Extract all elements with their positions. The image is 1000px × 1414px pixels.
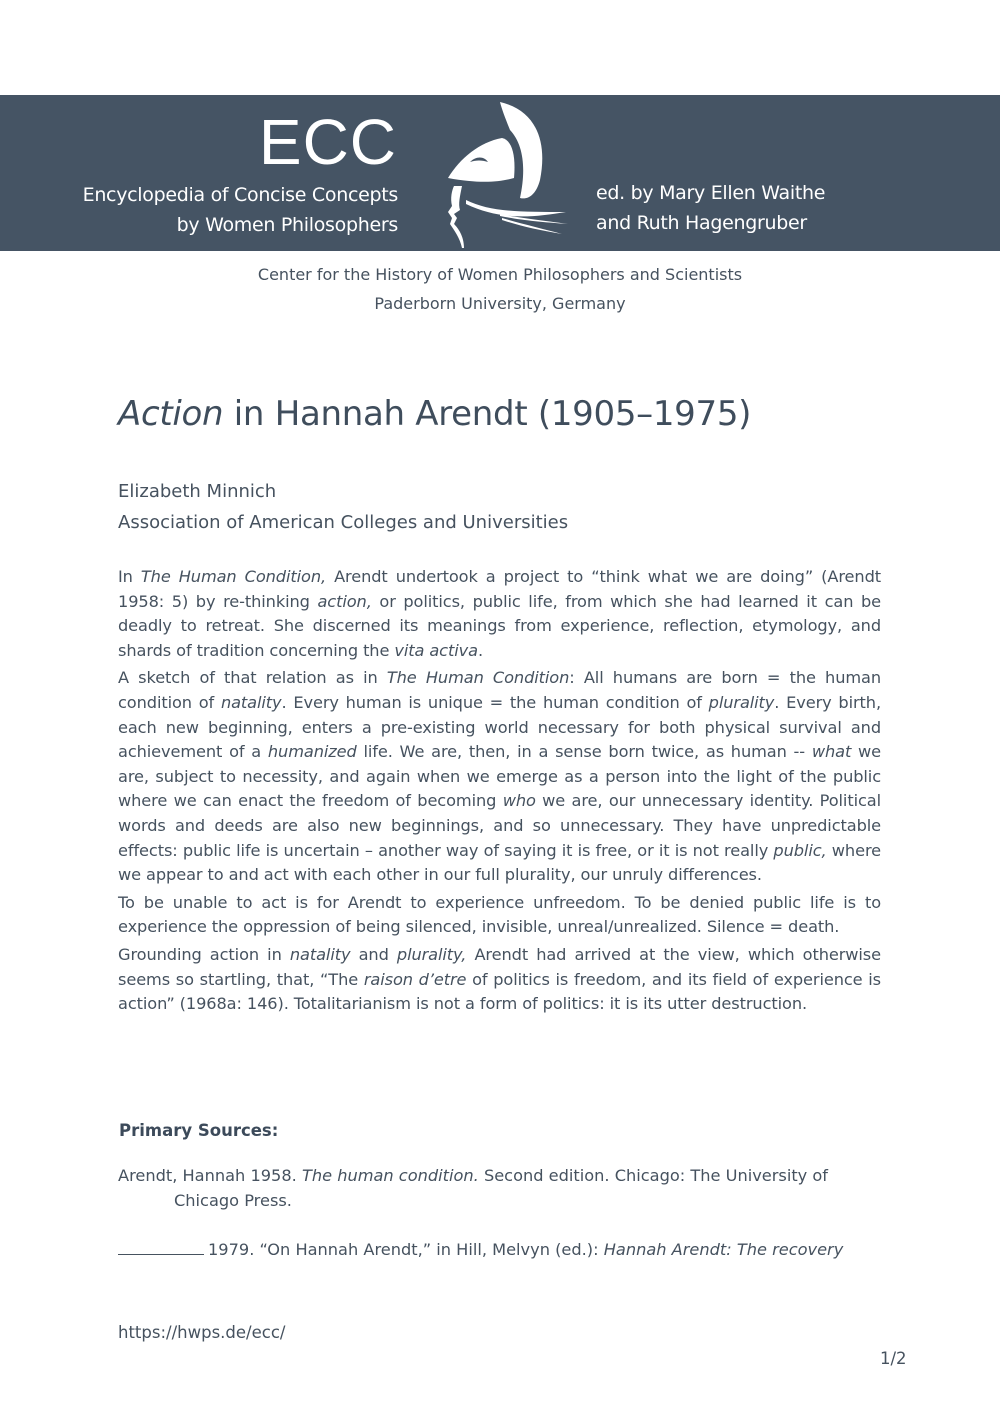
text-run: Second edition. Chicago: The University of bbox=[478, 1166, 829, 1185]
italic-text: natality bbox=[289, 944, 351, 964]
primary-sources-heading: Primary Sources: bbox=[119, 1121, 279, 1140]
text-run: 1979. “On Hannah Arendt,” in Hill, Melvyn (ed.): bbox=[208, 1240, 604, 1259]
text-run: Arendt, Hannah 1958. bbox=[118, 1166, 302, 1185]
ecc-acronym: ECC bbox=[258, 106, 397, 178]
editors bbox=[596, 178, 825, 238]
institution-line-1: Center for the History of Women Philosophers and Scientists bbox=[257, 265, 743, 284]
italic-text: natality bbox=[220, 692, 282, 712]
paragraph bbox=[118, 565, 881, 663]
text-run: . bbox=[477, 640, 483, 660]
article-body bbox=[118, 565, 881, 1020]
title-italic: Action bbox=[118, 394, 224, 434]
text-run: of politics is freedom, and its field of experience is action” (1968a: 146). Totalitarianism is not a form of politics: it is its utter destruction. bbox=[118, 969, 881, 1014]
reference-continuation: Chicago Press. bbox=[174, 1191, 292, 1210]
text-run: where we appear to and act with each other in our full plurality, our unruly differences. bbox=[118, 840, 881, 885]
italic-text: what bbox=[811, 742, 852, 762]
text-run: : All humans are born = the human condition of bbox=[118, 668, 882, 712]
paragraph bbox=[118, 666, 881, 887]
text-run: or politics, public life, from which she had learned it can be deadly to retreat. She discerned its meanings from experience, reflection, etymology, and shards of tradition concerning the bbox=[118, 591, 882, 660]
text-run: In bbox=[118, 567, 141, 586]
series-line-2: by Women Philosophers bbox=[176, 214, 398, 236]
author-affiliation: Association of American Colleges and Universities bbox=[118, 512, 569, 533]
text-run: . Every human is unique = the human condition of bbox=[281, 692, 709, 712]
italic-text: The Human Condition, bbox=[140, 567, 327, 586]
paragraph bbox=[118, 943, 881, 1017]
text-run: we are, our unnecessary identity. Political words and deeds are also new beginnings, and so unnecessary. They have unpredictable effects: public life is uncertain – another way of saying it is free, or it is not really bbox=[118, 791, 881, 860]
editors-line-2: and Ruth Hagengruber bbox=[596, 212, 807, 234]
italic-text: raison d’etre bbox=[363, 969, 467, 989]
text-run: Arendt undertook a project to “think what we are doing” (Arendt 1958: 5) by re-thinking bbox=[118, 567, 881, 611]
page-number: 1/2 bbox=[880, 1349, 907, 1368]
italic-text: plurality bbox=[708, 692, 775, 712]
italic-text: vita activa bbox=[394, 640, 478, 660]
athena-helmet-icon bbox=[440, 100, 570, 250]
editors-line-1: ed. by Mary Ellen Waithe bbox=[596, 182, 826, 204]
series-line-1: Encyclopedia of Concise Concepts bbox=[82, 184, 398, 206]
institution-line-2: Paderborn University, Germany bbox=[374, 294, 626, 313]
italic-text: Hannah Arendt: The recovery bbox=[603, 1240, 844, 1259]
reference-item bbox=[118, 1163, 881, 1213]
italic-text: The Human Condition bbox=[386, 668, 570, 688]
italic-text: The human condition. bbox=[301, 1166, 479, 1185]
text-run: Arendt had arrived at the view, which otherwise seems so startling, that, “The bbox=[118, 944, 881, 989]
author-name: Elizabeth Minnich bbox=[118, 481, 277, 502]
footer-url-link[interactable]: https://hwps.de/ecc/ bbox=[118, 1323, 286, 1342]
reference-item bbox=[118, 1237, 881, 1262]
title-rest: in Hannah Arendt (1905–1975) bbox=[223, 394, 752, 434]
italic-text: action, bbox=[317, 591, 372, 611]
page-title bbox=[118, 394, 751, 434]
text-run: Grounding action in bbox=[118, 944, 290, 964]
text-run: To be unable to act is for Arendt to experience unfreedom. To be denied public life is to experience the oppression of being silenced, invisible, unreal/unrealized. Silence = death. bbox=[118, 892, 881, 937]
paragraph bbox=[118, 891, 881, 940]
repeat-author-line bbox=[118, 1240, 204, 1255]
italic-text: humanized bbox=[267, 742, 357, 762]
series-title bbox=[83, 180, 398, 240]
text-run: . Every birth, each new beginning, enters a pre-existing world necessary for both physical survival and achievement of a bbox=[118, 692, 882, 762]
text-run: and bbox=[350, 944, 397, 964]
italic-text: plurality, bbox=[396, 944, 467, 964]
italic-text: public, bbox=[773, 840, 827, 860]
text-run: A sketch of that relation as in bbox=[118, 668, 387, 688]
text-run: life. We are, then, in a sense born twice, as human -- bbox=[356, 742, 812, 762]
text-run: we are, subject to necessity, and again when we emerge as a person into the light of the public where we can enact the freedom of becoming bbox=[118, 742, 881, 811]
italic-text: who bbox=[502, 791, 536, 811]
